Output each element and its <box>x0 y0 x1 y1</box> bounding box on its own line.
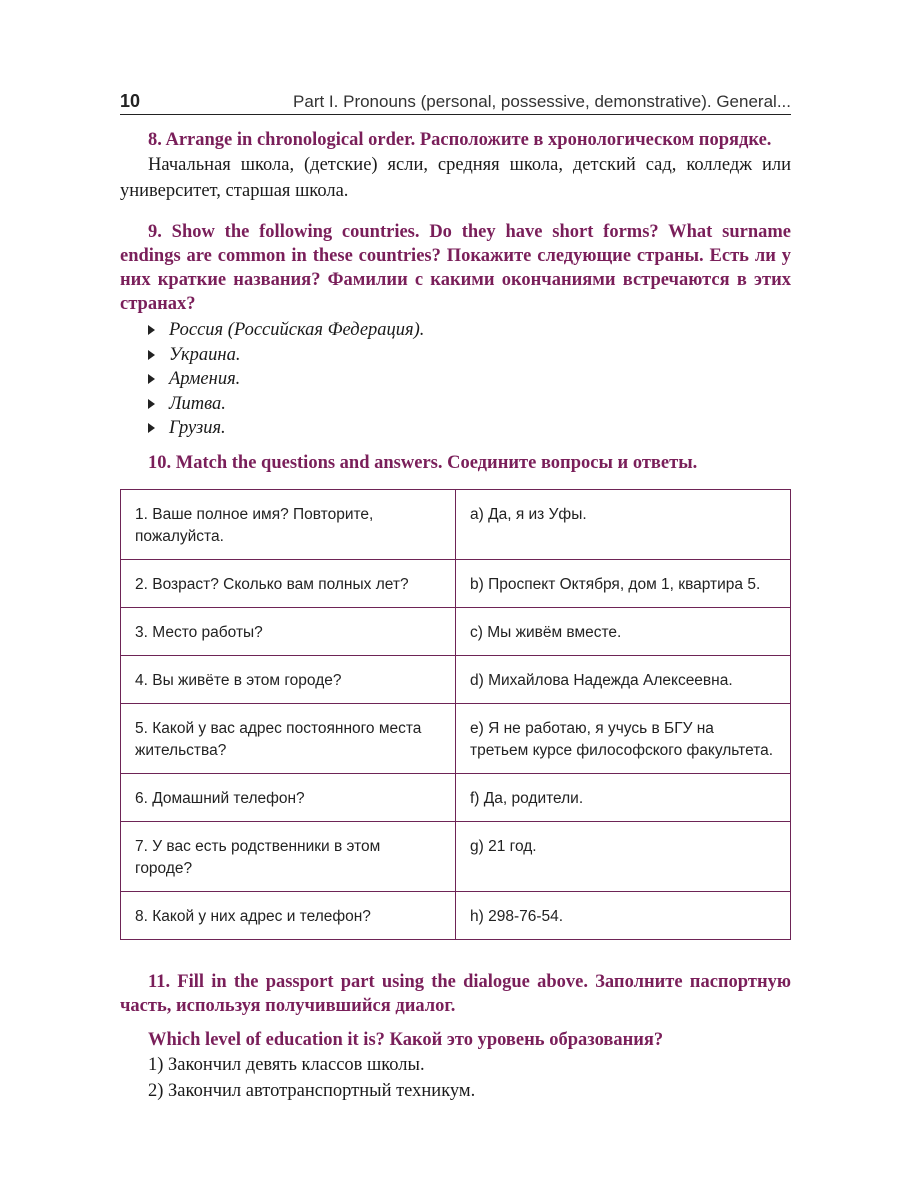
bullet-triangle-icon <box>148 325 155 335</box>
answer-cell: e) Я не работаю, я учусь в БГУ на третьем курсе философского факультета. <box>456 703 791 773</box>
answer-cell: f) Да, родители. <box>456 773 791 821</box>
answer-cell: h) 298-76-54. <box>456 891 791 939</box>
task-11-subtitle: Which level of education it is? Какой это уровень образования? <box>148 1029 664 1050</box>
question-cell: 6. Домашний телефон? <box>121 773 456 821</box>
list-item: Литва. <box>148 392 791 417</box>
task-8-text: Начальная школа, (детские) ясли, средняя школа, детский сад, колледж или университет, старшая школа. <box>120 155 791 201</box>
running-header <box>120 84 791 112</box>
education-item-2: 2) Закончил автотранспортный техникум. <box>148 1080 476 1101</box>
running-title: Part I. Pronouns (personal, possessive, demonstrative). General... <box>293 92 791 111</box>
table-row <box>121 773 791 821</box>
table-row <box>121 821 791 891</box>
question-cell: 8. Какой у них адрес и телефон? <box>121 891 456 939</box>
page-content <box>120 128 791 1104</box>
table-row <box>121 607 791 655</box>
task-10-title: 10. Match the questions and answers. Соедините вопросы и ответы. <box>148 452 698 473</box>
bullet-triangle-icon <box>148 350 155 360</box>
list-item: Россия (Российская Федерация). <box>148 318 791 343</box>
bullet-triangle-icon <box>148 399 155 409</box>
task-9-title: 9. Show the following countries. Do they have short forms? What surname endings are common in these countries? Покажите следующие страны. Есть ли у них краткие названия? Фамилии с какими окончаниями встречаются в этих странах? <box>120 222 791 314</box>
table-row <box>121 489 791 559</box>
bullet-triangle-icon <box>148 423 155 433</box>
country-list <box>120 318 791 441</box>
header-rule <box>120 114 791 115</box>
bullet-triangle-icon <box>148 374 155 384</box>
question-cell: 3. Место работы? <box>121 607 456 655</box>
question-cell: 5. Какой у вас адрес постоянного места жительства? <box>121 703 456 773</box>
task-11-title: 11. Fill in the passport part using the dialogue above. Заполните паспортную часть, используя получившийся диалог. <box>120 971 791 1016</box>
question-cell: 1. Ваше полное имя? Повторите, пожалуйста. <box>121 489 456 559</box>
education-item-1: 1) Закончил девять классов школы. <box>148 1054 425 1075</box>
table-row <box>121 559 791 607</box>
question-cell: 7. У вас есть родственники в этом городе? <box>121 821 456 891</box>
answer-cell: g) 21 год. <box>456 821 791 891</box>
list-item: Армения. <box>148 367 791 392</box>
match-table <box>120 489 791 940</box>
question-cell: 4. Вы живёте в этом городе? <box>121 655 456 703</box>
task-8-title: 8. Arrange in chronological order. Расположите в хронологическом порядке. <box>148 130 772 150</box>
list-item: Грузия. <box>148 416 791 441</box>
answer-cell: c) Мы живём вместе. <box>456 607 791 655</box>
answer-cell: b) Проспект Октября, дом 1, квартира 5. <box>456 559 791 607</box>
table-row <box>121 703 791 773</box>
list-item: Украина. <box>148 343 791 368</box>
answer-cell: a) Да, я из Уфы. <box>456 489 791 559</box>
question-cell: 2. Возраст? Сколько вам полных лет? <box>121 559 456 607</box>
table-row <box>121 891 791 939</box>
answer-cell: d) Михайлова Надежда Алексеевна. <box>456 655 791 703</box>
table-row <box>121 655 791 703</box>
page-number: 10 <box>120 91 141 111</box>
